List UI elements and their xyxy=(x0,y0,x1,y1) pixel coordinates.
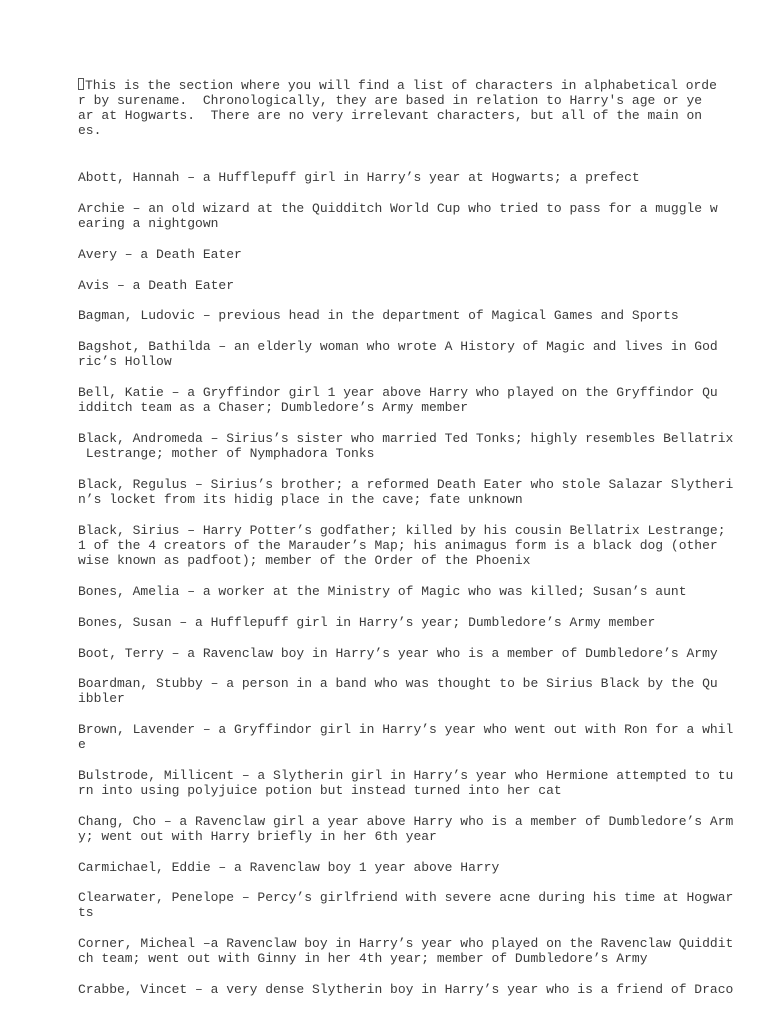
entry-line: Boardman, Stubby – a person in a band who was thought to be Sirius Black by the Qu xyxy=(78,676,718,691)
entry-line: idditch team as a Chaser; Dumbledore’s Army member xyxy=(78,400,469,415)
character-entry xyxy=(78,936,733,966)
entry-line: ric’s Hollow xyxy=(78,354,172,369)
missing-glyph-icon xyxy=(78,78,84,90)
character-entry xyxy=(78,814,733,844)
character-entry xyxy=(78,477,733,507)
character-entry xyxy=(78,722,733,752)
character-entry xyxy=(78,584,687,599)
entry-line: Lestrange; mother of Nymphadora Tonks xyxy=(78,446,375,461)
entry-line: Black, Andromeda – Sirius’s sister who married Ted Tonks; highly resembles Bellatrix xyxy=(78,431,734,446)
entry-line: Abott, Hannah – a Hufflepuff girl in Harry’s year at Hogwarts; a prefect xyxy=(78,170,640,185)
character-entry xyxy=(78,676,718,706)
entry-line: ch team; went out with Ginny in her 4th year; member of Dumbledore’s Army xyxy=(78,951,648,966)
entry-line: Boot, Terry – a Ravenclaw boy in Harry’s year who is a member of Dumbledore’s Army xyxy=(78,646,718,661)
entry-line: Clearwater, Penelope – Percy’s girlfriend with severe acne during his time at Hogwar xyxy=(78,890,734,905)
entry-line: 1 of the 4 creators of the Marauder’s Map; his animagus form is a black dog (other xyxy=(78,538,718,553)
entry-line: Bulstrode, Millicent – a Slytherin girl in Harry’s year who Hermione attempted to tu xyxy=(78,768,734,783)
entry-line: Avis – a Death Eater xyxy=(78,278,235,293)
entry-line: Corner, Micheal –a Ravenclaw boy in Harry’s year who played on the Ravenclaw Quiddit xyxy=(78,936,734,951)
character-entry xyxy=(78,768,733,798)
entry-line: Bagman, Ludovic – previous head in the department of Magical Games and Sports xyxy=(78,308,679,323)
entry-line: Brown, Lavender – a Gryffindor girl in Harry’s year who went out with Ron for a whil xyxy=(78,722,734,737)
entry-line: wise known as padfoot); member of the Order of the Phoenix xyxy=(78,553,531,568)
character-entry xyxy=(78,247,242,262)
character-entry xyxy=(78,431,733,461)
entry-line: rn into using polyjuice potion but instead turned into her cat xyxy=(78,783,562,798)
intro-line: ar at Hogwarts. There are no very irrelevant characters, but all of the main on xyxy=(78,108,703,123)
entry-line: Bagshot, Bathilda – an elderly woman who wrote A History of Magic and lives in God xyxy=(78,339,718,354)
entry-line: Black, Regulus – Sirius’s brother; a reformed Death Eater who stole Salazar Slytheri xyxy=(78,477,734,492)
entry-line: y; went out with Harry briefly in her 6th year xyxy=(78,829,437,844)
character-entry xyxy=(78,890,733,920)
character-entry xyxy=(78,308,679,323)
intro-line: r by surename. Chronologically, they are based in relation to Harry's age or ye xyxy=(78,93,703,108)
intro-line: es. xyxy=(78,123,102,138)
character-entry xyxy=(78,523,726,568)
entry-line: Crabbe, Vincet – a very dense Slytherin boy in Harry’s year who is a friend of Draco xyxy=(78,982,734,997)
entry-line: earing a nightgown xyxy=(78,216,219,231)
entry-line: Chang, Cho – a Ravenclaw girl a year above Harry who is a member of Dumbledore’s Arm xyxy=(78,814,734,829)
intro-line: This is the section where you will find a list of characters in alphabetical orde xyxy=(85,78,717,93)
entry-line: n’s locket from its hidig place in the cave; fate unknown xyxy=(78,492,523,507)
entry-line: Carmichael, Eddie – a Ravenclaw boy 1 year above Harry xyxy=(78,860,500,875)
entry-line: Bell, Katie – a Gryffindor girl 1 year above Harry who played on the Gryffindor Qu xyxy=(78,385,718,400)
entry-line: Bones, Susan – a Hufflepuff girl in Harry’s year; Dumbledore’s Army member xyxy=(78,615,656,630)
character-entry xyxy=(78,385,718,415)
entry-line: Avery – a Death Eater xyxy=(78,247,242,262)
entry-line: Archie – an old wizard at the Quidditch World Cup who tried to pass for a muggle w xyxy=(78,201,718,216)
entry-line: ts xyxy=(78,905,94,920)
entry-line: e xyxy=(78,737,86,752)
character-entry xyxy=(78,860,499,875)
entry-line: ibbler xyxy=(78,691,125,706)
character-entry xyxy=(78,982,733,997)
intro-paragraph xyxy=(78,78,717,138)
entry-line: Black, Sirius – Harry Potter’s godfather; killed by his cousin Bellatrix Lestrange; xyxy=(78,523,726,538)
character-entry xyxy=(78,201,718,231)
entry-line: Bones, Amelia – a worker at the Ministry of Magic who was killed; Susan’s aunt xyxy=(78,584,687,599)
character-entry xyxy=(78,170,640,185)
character-entry xyxy=(78,615,655,630)
character-entry xyxy=(78,278,234,293)
character-entry xyxy=(78,339,718,369)
character-entry xyxy=(78,646,718,661)
